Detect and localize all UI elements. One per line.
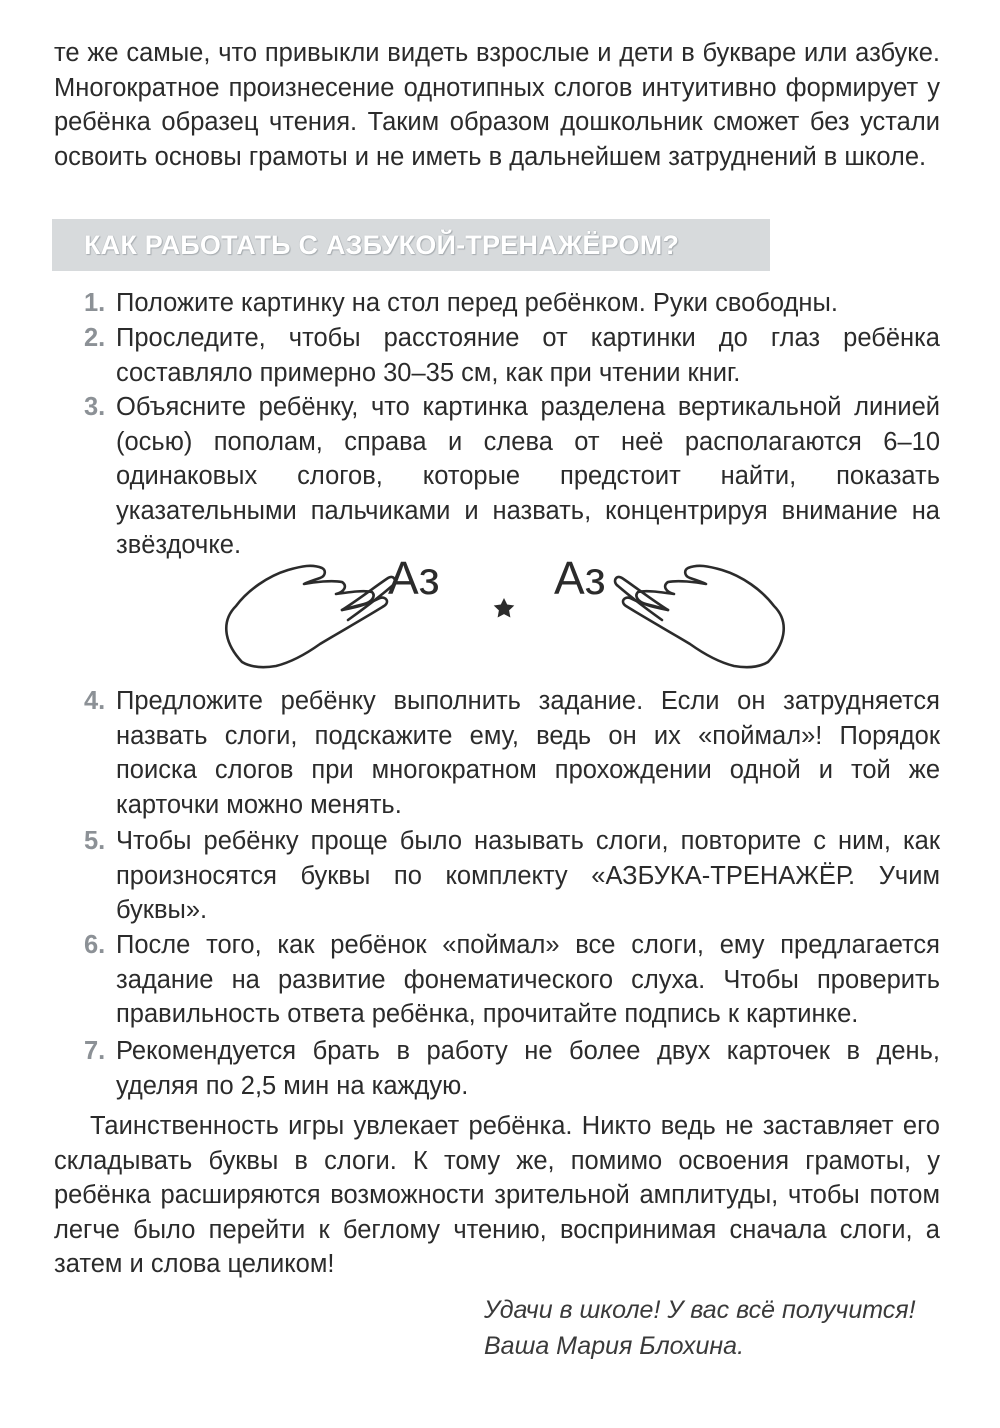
step-text: После того, как ребёнок «поймал» все слоги, ему предлагается задание на развитие фонематического слуха. Чтобы проверить правильность ответа ребёнка, прочитайте подпись к картинке. — [116, 931, 940, 1028]
step-item — [84, 928, 940, 1032]
step-item — [84, 321, 940, 390]
step-text: Объясните ребёнку, что картинка разделена вертикальной линией (осью) пополам, справа и слева от неё располагаются 6–10 одинаковых слогов, которые предстоит найти, показать указательными пальчиками и назвать, концентрируя внимание на звёздочке. — [116, 393, 940, 559]
step-number: 1. — [84, 289, 106, 317]
pointing-hand-right-icon — [226, 566, 395, 667]
step-text: Положите картинку на стол перед ребёнком. Руки свободны. — [116, 289, 838, 317]
outro-paragraph: Таинственность игры увлекает ребёнка. Никто ведь не заставляет его складывать буквы в слоги. К тому же, помимо освоения грамоты, у ребёнка расширяются возможности зрительной амплитуды, чтобы потом легче было перейти к беглому чтению, воспринимая сначала слоги, а затем и слова целиком! — [54, 1112, 940, 1278]
intro-paragraph: те же самые, что привыкли видеть взрослые и дети в букваре или азбуке. Многократное произнесение однотипных слогов интуитивно формирует у ребёнка образец чтения. Таким образом дошкольник сможет без устали освоить основы грамоты и не иметь в дальнейшем затруднений в школе. — [54, 39, 940, 171]
step-number: 5. — [84, 827, 106, 855]
star-icon — [494, 598, 515, 618]
step-text: Предложите ребёнку выполнить задание. Если он затрудняется назвать слоги, подскажите ему, ведь он их «поймал»! Порядок поиска слогов при многократном прохождении одной и той же карточки можно менять. — [116, 687, 940, 819]
step-item — [84, 286, 940, 321]
step-item — [84, 684, 940, 822]
step-text: Чтобы ребёнку проще было называть слоги, повторите с ним, как произносятся буквы по комплекту «АЗБУКА-ТРЕНАЖЁР. Учим буквы». — [116, 827, 940, 924]
right-syllable: Аз — [554, 552, 606, 604]
step-number: 2. — [84, 324, 106, 352]
step-number: 6. — [84, 931, 106, 959]
left-syllable: Аз — [388, 552, 440, 604]
step-number: 3. — [84, 393, 106, 421]
signature: Ваша Мария Блохина. — [484, 1332, 745, 1360]
step-item — [84, 1034, 940, 1103]
illustration — [210, 540, 800, 690]
signoff — [484, 1292, 944, 1364]
signoff-line: Удачи в школе! У вас всё получится! — [484, 1296, 916, 1324]
step-number: 7. — [84, 1037, 106, 1065]
step-text: Проследите, чтобы расстояние от картинки до глаз ребёнка составляло примерно 30–35 см, как при чтении книг. — [116, 324, 940, 387]
step-text: Рекомендуется брать в работу не более двух карточек в день, уделяя по 2,5 мин на каждую. — [116, 1037, 940, 1100]
pointing-hand-left-icon — [615, 566, 784, 667]
step-number: 4. — [84, 687, 106, 715]
step-item — [84, 390, 940, 563]
step-item — [84, 824, 940, 928]
section-heading: КАК РАБОТАТЬ С АЗБУКОЙ-ТРЕНАЖЁРОМ? — [84, 230, 680, 260]
